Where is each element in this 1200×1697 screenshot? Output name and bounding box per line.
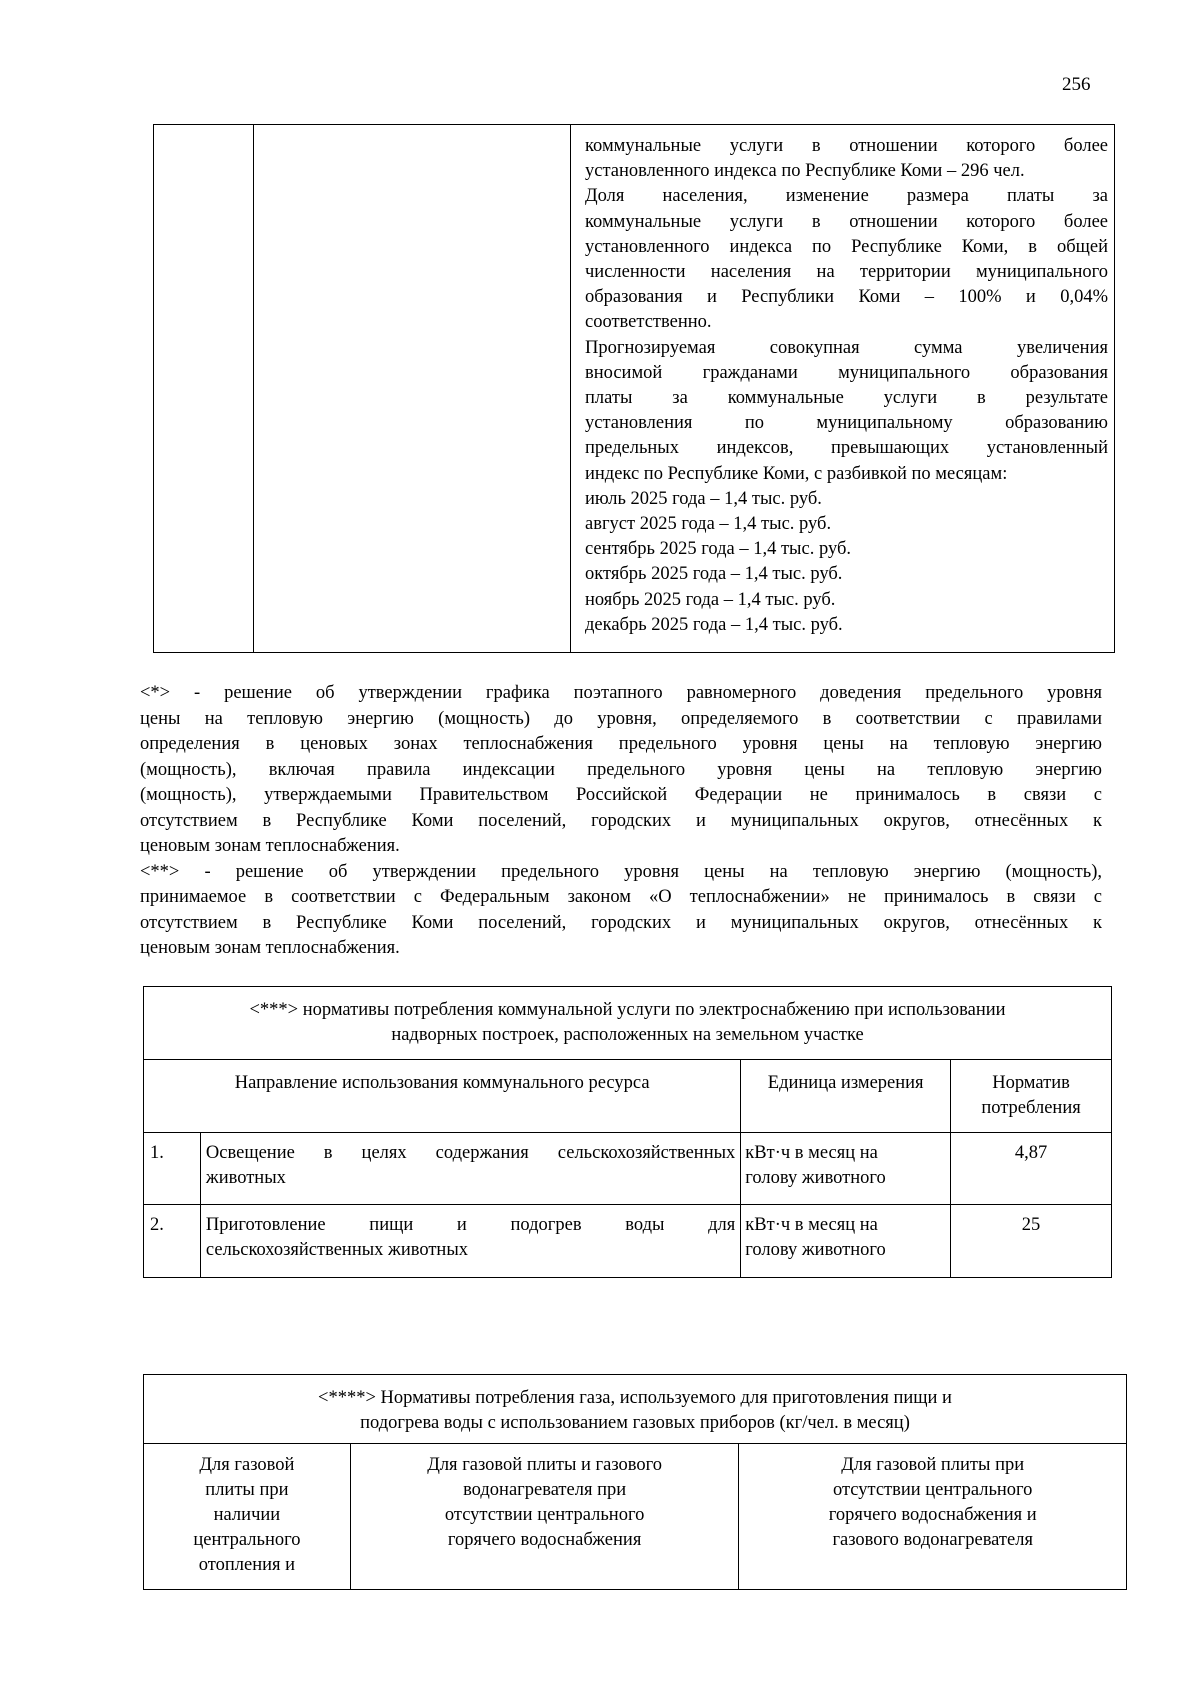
electricity-norms-table [143, 986, 1112, 1278]
list-item: ноябрь 2025 года – 1,4 тыс. руб. [585, 589, 836, 610]
row-value: 4,87 [951, 1132, 1112, 1205]
gas-header-col2: Для газовой плиты и газового водонагревателя при отсутствии центрального горячего водоснабжения [350, 1444, 739, 1590]
gas-norms-table [143, 1374, 1127, 1590]
paragraph-population-count: коммунальные услуги в отношении которого более установленного индекса по Республике Коми – 296 чел. [585, 136, 1108, 182]
page-number: 256 [1062, 74, 1091, 95]
table-cell-empty-2 [253, 125, 571, 652]
list-item: декабрь 2025 года – 1,4 тыс. руб. [585, 614, 843, 635]
row-number: 2. [144, 1205, 201, 1278]
paragraph-forecast-sum: Прогнозируемая совокупная сумма увеличения вносимой гражданами муниципального образования платы за коммунальные услуги в результате установления по муниципальному образованию предельных индексов, превышающих установленный индекс по Республике Коми, с разбивкой по месяцам: [585, 337, 1108, 484]
footnote-2: <**> - решение об утверждении предельного уровня цены на тепловую энергию (мощность), принимаемое в соответствии с Федеральным законом «О теплоснабжении» не принималось в связи с отсутствием в Республике Коми поселений, городских и муниципальных округов, отнесённых к ценовым зонам теплоснабжения. [140, 861, 1102, 958]
table-row [144, 1132, 1112, 1205]
table-cell-description [580, 125, 1114, 652]
table-row [144, 1205, 1112, 1278]
row-direction: Освещение в целях содержания сельскохозяйственных животных [200, 1132, 740, 1205]
header-direction: Направление использования коммунального ресурса [144, 1059, 741, 1132]
row-unit: кВт·ч в месяц на голову животного [741, 1132, 951, 1205]
header-norm: Норматив потребления [951, 1059, 1112, 1132]
row-direction: Приготовление пищи и подогрев воды для сельскохозяйственных животных [200, 1205, 740, 1278]
row-unit: кВт·ч в месяц на голову животного [741, 1205, 951, 1278]
list-item: июль 2025 года – 1,4 тыс. руб. [585, 488, 822, 509]
gas-header-col1: Для газовой плиты при наличии центрального отопления и [144, 1444, 351, 1590]
header-unit: Единица измерения [741, 1059, 951, 1132]
row-value: 25 [951, 1205, 1112, 1278]
list-item: октябрь 2025 года – 1,4 тыс. руб. [585, 564, 843, 585]
footnote-1: <*> - решение об утверждении графика поэтапного равномерного доведения предельного уровня цены на тепловую энергию (мощность) до уровня, определяемого в соответствии с правилами определения в ценовых зонах теплоснабжения предельного уровня цены на тепловую энергию (мощность), включая правила индексации предельного уровня цены на тепловую энергию (мощность), утверждаемыми Правительством Российской Федерации не принималось в связи с отсутствием в Республике Коми поселений, городских и муниципальных округов, отнесённых к ценовым зонам теплоснабжения. [140, 683, 1102, 856]
gas-header-col3: Для газовой плиты при отсутствии центрального горячего водоснабжения и газового водонагревателя [739, 1444, 1127, 1590]
gas-table-title: <****> Нормативы потребления газа, используемого для приготовления пищи и подогрева воды с использованием газовых приборов (кг/чел. в месяц) [144, 1375, 1127, 1444]
electricity-table-title: <***> нормативы потребления коммунальной услуги по электроснабжению при использовании надворных построек, расположенных на земельном участке [144, 987, 1112, 1060]
paragraph-population-share: Доля населения, изменение размера платы за коммунальные услуги в отношении которого более установленного индекса по Республике Коми, в общей численности населения на территории муниципального образования и Республики Коми – 100% и 0,04% соответственно. [585, 186, 1108, 333]
table-cell-empty-1 [154, 125, 254, 652]
continuation-table [153, 124, 1115, 653]
list-item: август 2025 года – 1,4 тыс. руб. [585, 514, 832, 535]
footnotes [140, 681, 1102, 962]
monthly-breakdown-list [585, 487, 1108, 638]
list-item: сентябрь 2025 года – 1,4 тыс. руб. [585, 539, 851, 560]
row-number: 1. [144, 1132, 201, 1205]
